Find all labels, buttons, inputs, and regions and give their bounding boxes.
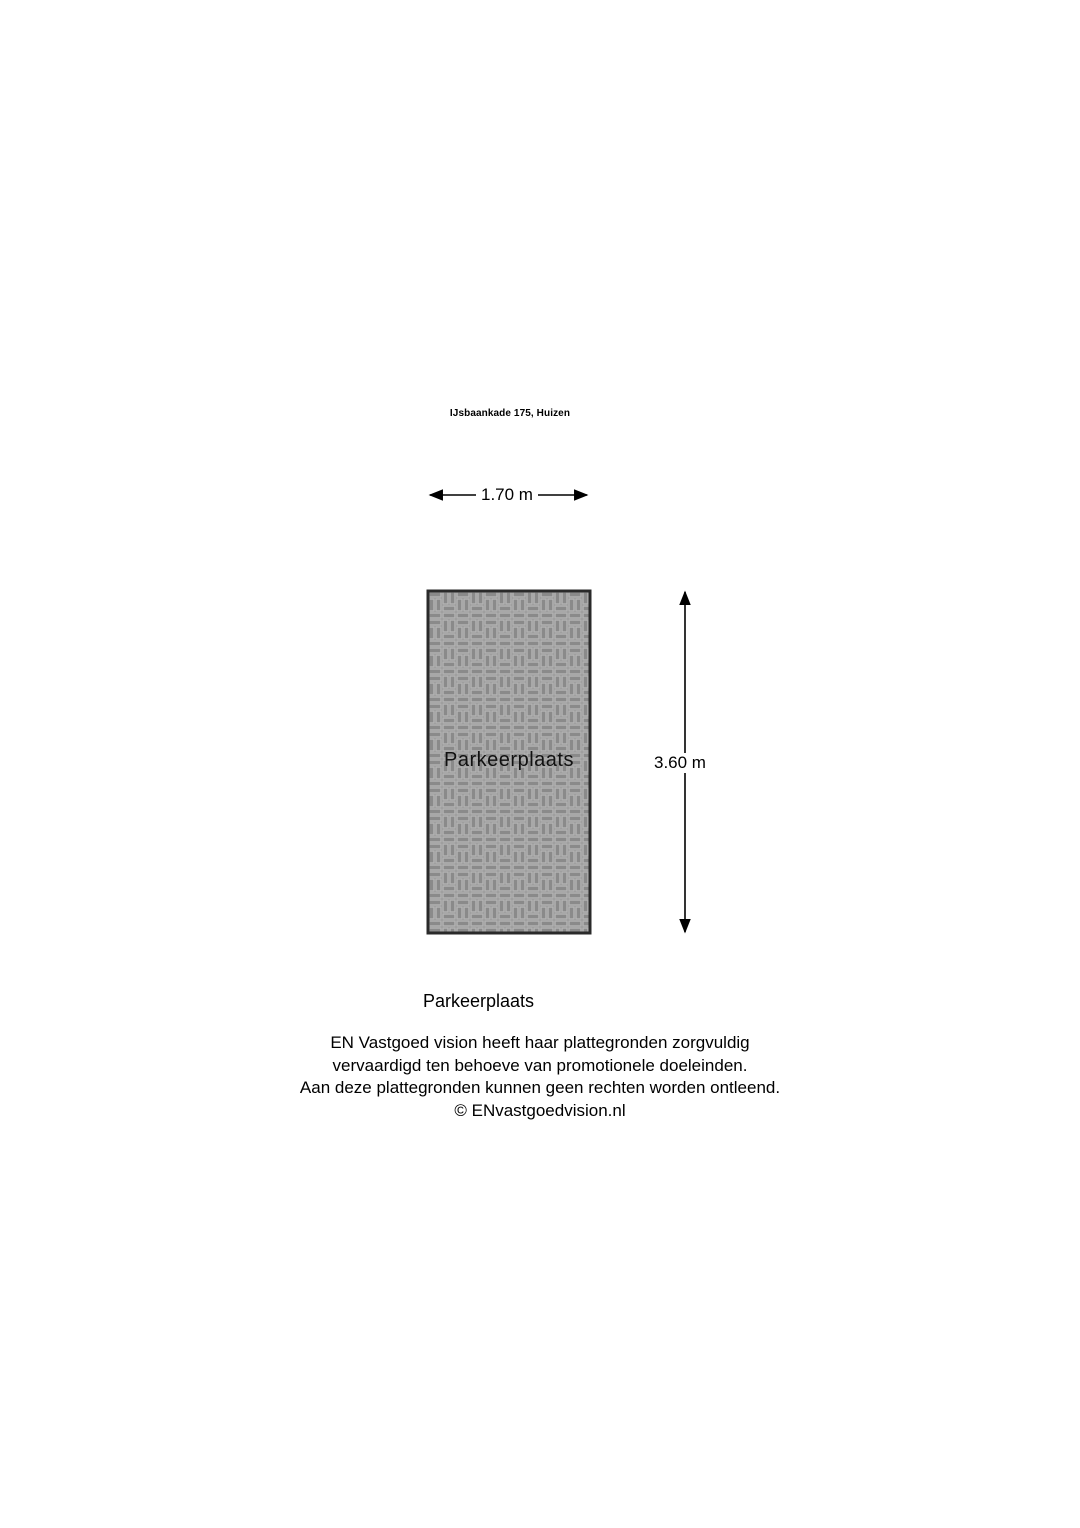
floor-name: Parkeerplaats — [423, 991, 535, 1011]
disclaimer-line: Aan deze plattegronden kunnen geen rechten worden ontleend. — [299, 1078, 781, 1097]
room-label: Parkeerplaats — [444, 749, 574, 771]
disclaimer-line: vervaardigd ten behoeve van promotionele doeleinden. — [332, 1055, 748, 1075]
height-dimension-label: 3.60 m — [654, 753, 706, 772]
disclaimer — [0, 1032, 1080, 1122]
property-address: IJsbaankade 175, Huizen — [449, 408, 571, 419]
copyright-line: © ENvastgoedvision.nl — [454, 1100, 626, 1120]
width-dimension-label: 1.70 m — [476, 485, 538, 505]
disclaimer-line: EN Vastgoed vision heeft haar plattegronden zorgvuldig — [330, 1033, 750, 1052]
